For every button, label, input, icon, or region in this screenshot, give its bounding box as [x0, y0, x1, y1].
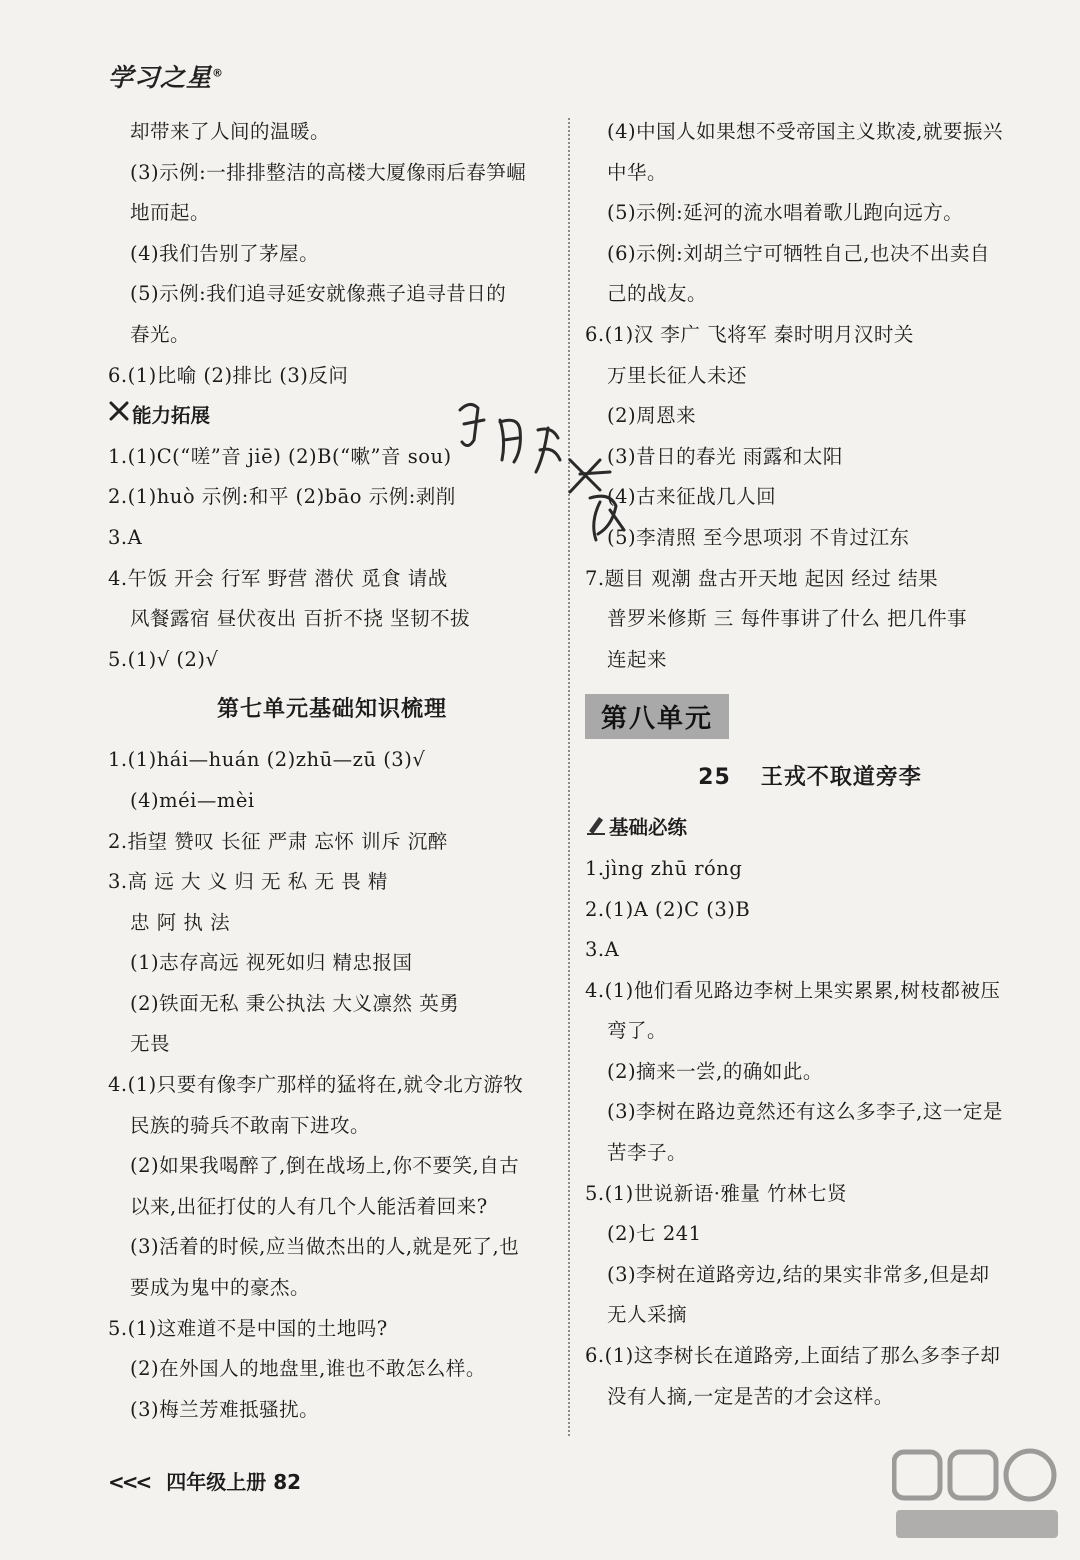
answer-line: (3)李树在道路旁边,结的果实非常多,但是却: [607, 1262, 990, 1286]
answer-line: (4)中国人如果想不受帝国主义欺凌,就要振兴: [607, 120, 1003, 143]
cross-tools-icon: [108, 400, 130, 422]
answer-line: 普罗米修斯 三 每件事讲了什么 把几件事: [607, 607, 968, 631]
answer-line: 以来,出征打仗的人有几个人能活着回来?: [130, 1194, 488, 1218]
answer-line: 弯了。: [607, 1019, 668, 1043]
answer-line: (2)铁面无私 秉公执法 大义凛然 英勇: [130, 991, 460, 1015]
lesson-name: 王戎不取道旁李: [760, 765, 922, 791]
answer-line: (1)志存高远 视死如归 精忠报国: [130, 951, 413, 975]
answer-line: 4.(1)他们看见路边李树上果实累累,树枝都被压: [585, 978, 1001, 1002]
answer-line: 3.高 远 大 义 归 无 私 无 畏 精: [108, 870, 388, 894]
answer-line: 4.午饭 开会 行军 野营 潜伏 觅食 请战: [108, 566, 448, 590]
left-column: [108, 112, 556, 1430]
page-number: 82: [273, 1470, 302, 1494]
pencil-icon: [585, 809, 609, 850]
answer-line: 1.jìng zhū róng: [585, 856, 743, 880]
answer-line: (3)昔日的春光 雨露和太阳: [607, 444, 843, 468]
answer-line: 却带来了人间的温暖。: [130, 120, 331, 143]
answer-line: 连起来: [607, 647, 668, 671]
answer-line: (3)示例:一排排整洁的高楼大厦像雨后春笋崛: [130, 160, 527, 184]
unit-banner: [585, 680, 1035, 748]
answer-line: 忠 阿 执 法: [130, 910, 231, 934]
brand-text: 学习之星: [108, 63, 213, 92]
answer-line: (2)在外国人的地盘里,谁也不敢怎么样。: [130, 1357, 486, 1381]
unit-banner-label: 第八单元: [585, 694, 729, 739]
answer-line: (4)我们告别了茅屋。: [130, 241, 320, 265]
answer-line: 5.(1)世说新语·雅量 竹林七贤: [585, 1181, 848, 1205]
answer-line: (4)古来征战几人回: [607, 485, 777, 509]
answer-line: 无畏: [130, 1032, 171, 1056]
unit-summary-title: 第七单元基础知识梳理: [216, 697, 447, 723]
answer-line: (3)活着的时候,应当做杰出的人,就是死了,也: [130, 1235, 520, 1259]
registered-mark: ®: [212, 66, 225, 80]
grade-label: 四年级上册: [166, 1470, 267, 1494]
answer-line: 6.(1)比喻 (2)排比 (3)反问: [108, 363, 349, 387]
answer-line: 风餐露宿 昼伏夜出 百折不挠 坚韧不拔: [130, 607, 471, 631]
section-heading: [585, 808, 1035, 849]
answer-line: 中华。: [607, 160, 668, 184]
answer-line: 2.(1)A (2)C (3)B: [585, 897, 751, 921]
answer-line: (2)如果我喝醉了,倒在战场上,你不要笑,自古: [130, 1154, 520, 1178]
answer-line: 3.A: [108, 525, 143, 549]
page-footer: [108, 1466, 301, 1495]
answer-line: 地而起。: [130, 201, 211, 225]
brand-logo: [108, 58, 224, 94]
answer-line: (4)méi—mèi: [130, 788, 255, 812]
pencil-icon: [585, 813, 607, 835]
answer-line: 2.指望 赞叹 长征 严肃 忘怀 训斥 沉醉: [108, 829, 448, 853]
answer-line: (3)梅兰芳难抵骚扰。: [130, 1397, 320, 1421]
answer-line: 5.(1)这难道不是中国的土地吗?: [108, 1316, 388, 1340]
right-column: [585, 112, 1035, 1417]
answer-line: (2)摘来一尝,的确如此。: [607, 1059, 823, 1083]
answer-line: (2)七 241: [607, 1222, 702, 1246]
section-heading-text: 能力拓展: [132, 404, 211, 428]
answer-line: 3.A: [585, 938, 620, 962]
answer-line: 6.(1)这李树长在道路旁,上面结了那么多李子却: [585, 1344, 1001, 1368]
answer-line: (5)李清照 至今思项羽 不肯过江东: [607, 525, 910, 549]
answer-line: 1.(1)hái—huán (2)zhū—zū (3)√: [108, 748, 426, 772]
answer-line: 万里长征人未还: [607, 363, 748, 387]
answer-line: 6.(1)汉 李广 飞将军 秦时明月汉时关: [585, 322, 914, 346]
answer-line: (6)示例:刘胡兰宁可牺牲自己,也决不出卖自: [607, 241, 990, 265]
answer-line: (2)周恩来: [607, 404, 697, 428]
answer-line: 民族的骑兵不敢南下进攻。: [130, 1113, 371, 1137]
answer-line: 4.(1)只要有像李广那样的猛将在,就令北方游牧: [108, 1073, 524, 1097]
chevron-left-icon: <<<: [108, 1470, 150, 1494]
column-divider: [568, 118, 570, 1436]
handwritten-annotation: [440, 380, 660, 560]
cross-tools-icon: [108, 396, 132, 437]
answer-line: (5)示例:延河的流水唱着歌儿跑向远方。: [607, 201, 964, 225]
answer-line: (3)李树在路边竟然还有这么多李子,这一定是: [607, 1100, 1003, 1124]
answer-line: 无人采摘: [607, 1303, 688, 1327]
answer-line: 2.(1)huò 示例:和平 (2)bāo 示例:剥削: [108, 485, 456, 509]
answer-line: 己的战友。: [607, 282, 708, 306]
answer-line: 要成为鬼中的豪杰。: [130, 1276, 311, 1300]
watermark-logo: [892, 1448, 1062, 1544]
answer-line: 7.题目 观潮 盘古开天地 起因 经过 结果: [585, 566, 939, 590]
answer-line: 5.(1)√ (2)√: [108, 647, 219, 671]
section-heading-text: 基础必练: [609, 816, 688, 840]
lesson-number: 25: [698, 765, 731, 791]
answer-line: (5)示例:我们追寻延安就像燕子追寻昔日的: [130, 282, 507, 306]
lesson-title: [585, 748, 1035, 808]
answer-line: 没有人摘,一定是苦的才会这样。: [607, 1384, 894, 1408]
answer-line: 春光。: [130, 322, 191, 346]
answer-line: 1.(1)C(“嗟”音 jiē) (2)B(“嗽”音 sou): [108, 444, 452, 468]
answer-line: 苦李子。: [607, 1141, 688, 1165]
